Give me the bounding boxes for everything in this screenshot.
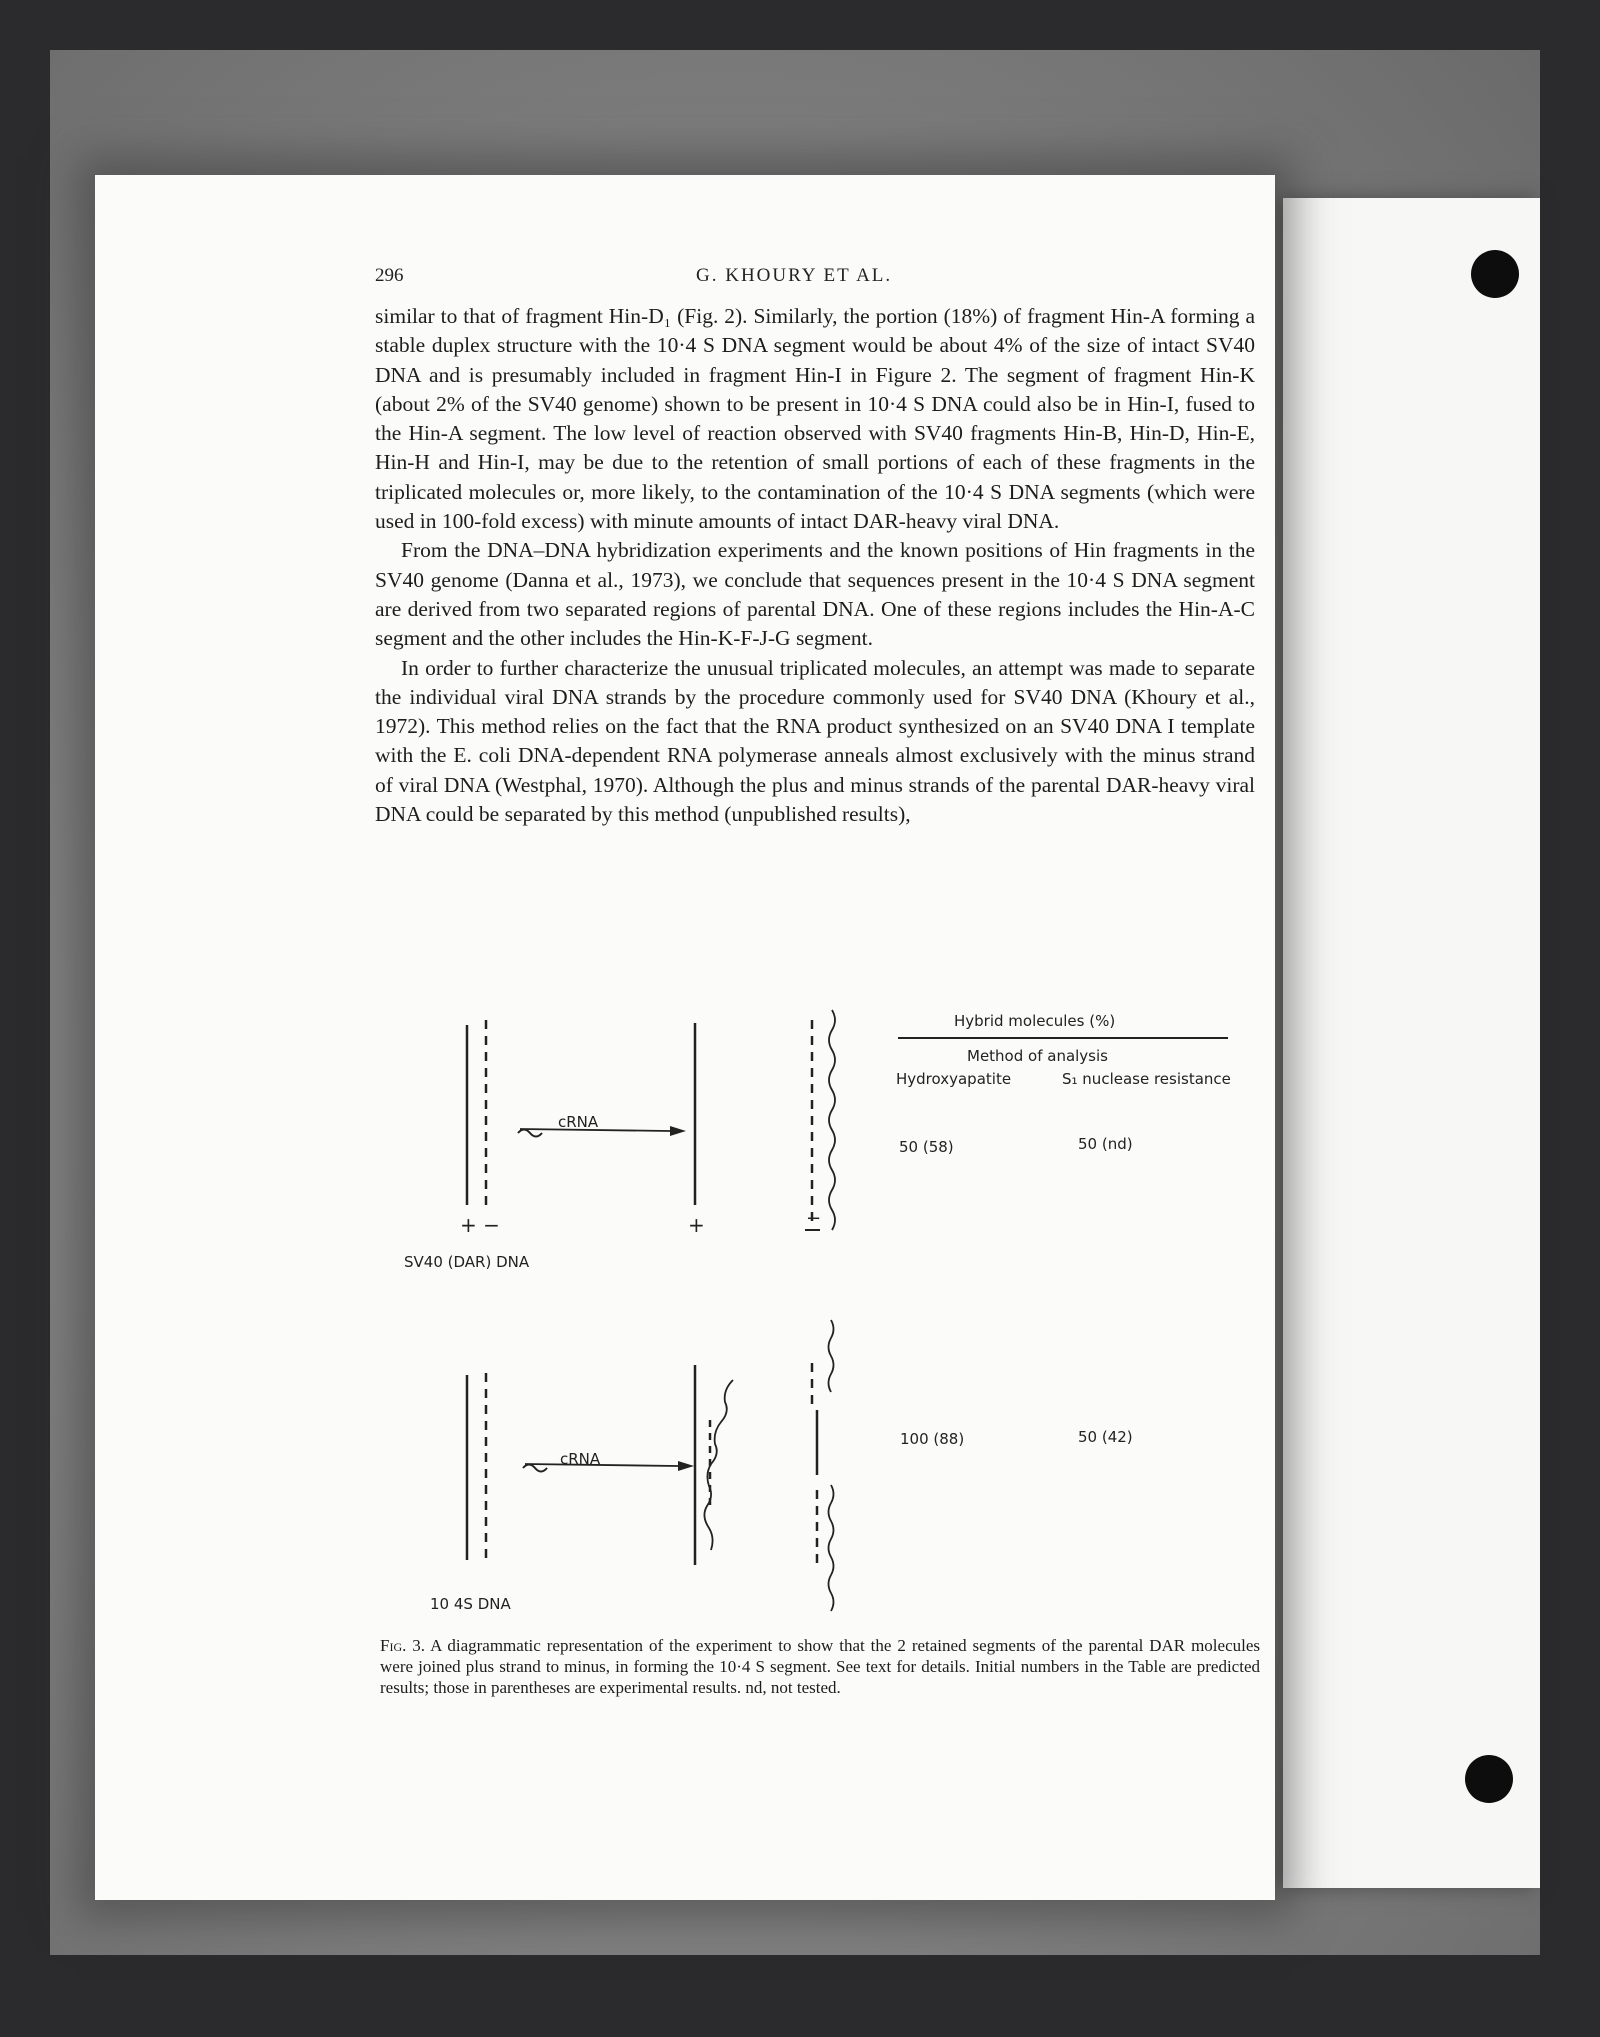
running-head bbox=[375, 265, 1255, 289]
body-text bbox=[375, 302, 1255, 829]
paragraph-2: From the DNA–DNA hybridization experiments and the known positions of Hin fragments in the SV40 genome (Danna et al., 1973), we conclude that sequences present in the 10·4 S DNA segment are derived from two separated regions of parental DNA. One of these regions includes the Hin-A-C segment and the other includes the Hin-K-F-J-G segment. bbox=[375, 538, 1255, 651]
paragraph-3: In order to further characterize the unusual triplicated molecules, an attempt was made to separate the individual viral DNA strands by the procedure commonly used for SV40 DNA (Khoury et al., 1972). This method relies on the fact that the RNA product synthesized on an SV40 DNA I template with the E. coli DNA-dependent RNA polymerase anneals almost exclusively with the minus strand of viral DNA (Westphal, 1970). Although the plus and minus strands of the parental DAR-heavy viral DNA could be separated by this method (unpublished results), bbox=[375, 655, 1255, 827]
running-title: G. KHOURY ET AL. bbox=[696, 265, 893, 286]
strand-diagram bbox=[380, 995, 1260, 1635]
table-rule bbox=[898, 1037, 1228, 1039]
figure-caption bbox=[380, 1635, 1260, 1698]
strand-sign-plus-minus: + − bbox=[460, 1213, 500, 1237]
paragraph-1: similar to that of fragment Hin-D₁ (Fig. 2). Similarly, the portion (18%) of fragment Hin-A forming a stable duplex structure with the 10·4 S DNA segment would be about 4% of the size of intact SV40 DNA and is presumably included in fragment Hin-I in Figure 2. The segment of fragment Hin-K (about 2% of the SV40 genome) shown to be present in 10·4 S DNA could also be in Hin-I, fused to the Hin-A segment. The low level of reaction observed with SV40 fragments Hin-B, Hin-D, Hin-E, Hin-H and Hin-I, may be due to the retention of small portions of each of these fragments in the triplicated molecules or, more likely, to the contamination of the 10·4 S DNA segments (which were used in 100-fold excess) with minute amounts of intact DAR-heavy viral DNA. bbox=[375, 304, 1255, 534]
row1-hydroxyapatite-value: 50 (58) bbox=[899, 1138, 954, 1156]
caption-text: A diagrammatic representation of the experiment to show that the 2 retained segments of the parental DAR molecules were joined plus strand to minus, in forming the 10·4 S segment. See text for details. Initial numbers in the Table are predicted results; those in parentheses are experimental results. nd, not tested. bbox=[380, 1636, 1260, 1697]
method-header: Method of analysis bbox=[967, 1047, 1108, 1065]
strand-sign-minus: − bbox=[806, 1208, 822, 1229]
column-s1-nuclease: S₁ nuclease resistance bbox=[1062, 1070, 1231, 1088]
adjacent-page bbox=[1283, 198, 1540, 1888]
crna-label-row2: cRNA bbox=[560, 1450, 601, 1468]
row2-hydroxyapatite-value: 100 (88) bbox=[900, 1430, 965, 1448]
page-number: 296 bbox=[375, 265, 404, 286]
crna-label-row1: cRNA bbox=[558, 1113, 599, 1131]
figure-3 bbox=[380, 995, 1260, 1635]
caption-label: Fig. 3. bbox=[380, 1636, 426, 1655]
strand-sign-plus: + bbox=[688, 1213, 705, 1237]
molecule-label-sv40: SV40 (DAR) DNA bbox=[404, 1253, 530, 1271]
molecule-label-10-4s: 10 4S DNA bbox=[430, 1595, 511, 1613]
row2-s1-value: 50 (42) bbox=[1078, 1428, 1133, 1446]
column-hydroxyapatite: Hydroxyapatite bbox=[896, 1070, 1012, 1088]
row1-s1-value: 50 (nd) bbox=[1078, 1135, 1133, 1153]
punch-hole-bottom bbox=[1465, 1755, 1513, 1803]
table-title: Hybrid molecules (%) bbox=[954, 1012, 1116, 1030]
punch-hole-top bbox=[1471, 250, 1519, 298]
